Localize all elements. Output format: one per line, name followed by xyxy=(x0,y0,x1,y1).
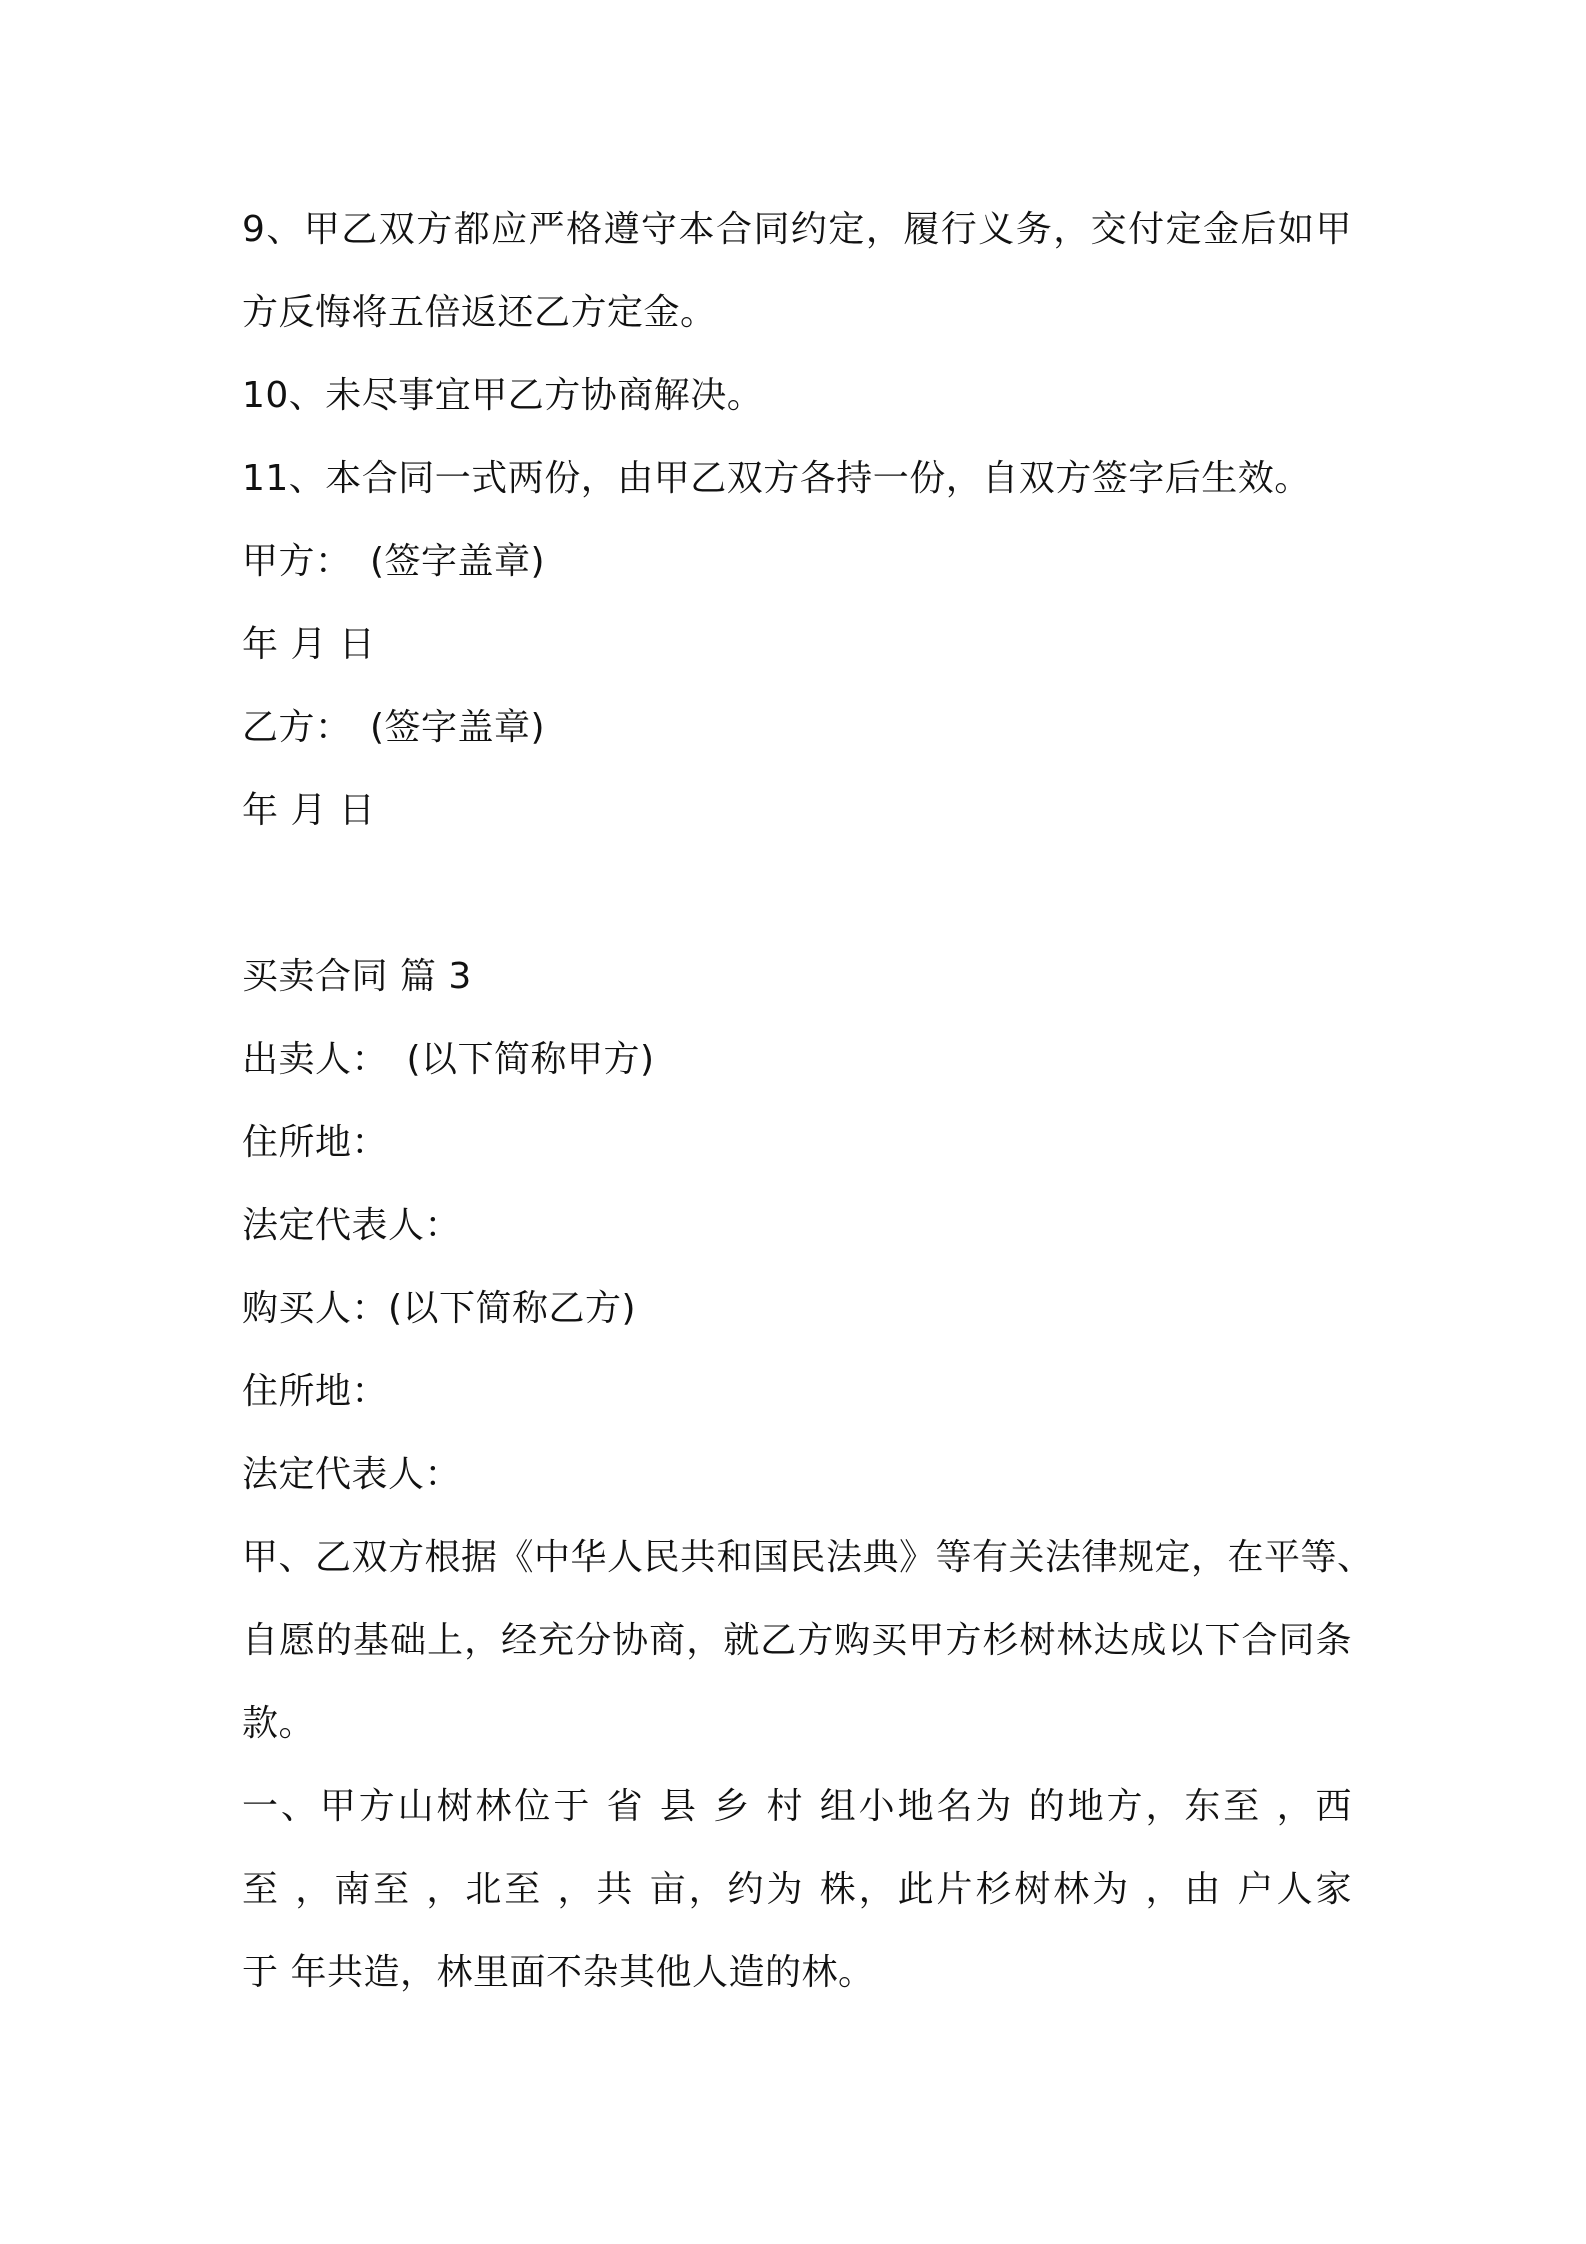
preamble-line-3: 款。 xyxy=(242,1703,316,1744)
party-b-signature: 乙方： (签字盖章) xyxy=(242,707,546,748)
clause-10: 10、未尽事宜甲乙方协商解决。 xyxy=(242,375,764,416)
seller-address: 住所地： xyxy=(242,1122,389,1163)
seller-legal-representative: 法定代表人： xyxy=(242,1205,462,1246)
clause-11: 11、本合同一式两份，由甲乙双方各持一份，自双方签字后生效。 xyxy=(242,458,1311,499)
clause-1-line-3: 于 年共造，林里面不杂其他人造的林。 xyxy=(242,1952,875,1993)
clause-1-line-2: 至 ，南至 ，北至 ，共 亩，约为 株，此片杉树林为 ，由 户人家 xyxy=(242,1869,1352,1910)
preamble-line-2: 自愿的基础上，经充分协商，就乙方购买甲方杉树林达成以下合同条 xyxy=(242,1620,1352,1661)
clause-9-line-1: 9、甲乙双方都应严格遵守本合同约定，履行义务，交付定金后如甲 xyxy=(242,209,1352,250)
buyer-line: 购买人：(以下简称乙方) xyxy=(242,1288,637,1329)
buyer-legal-representative: 法定代表人： xyxy=(242,1454,462,1495)
contract-3-title: 买卖合同 篇 3 xyxy=(242,956,472,997)
clause-9-line-2: 方反悔将五倍返还乙方定金。 xyxy=(242,292,717,333)
party-a-date: 年 月 日 xyxy=(242,624,376,665)
seller-line: 出卖人： (以下简称甲方) xyxy=(242,1039,655,1080)
buyer-address: 住所地： xyxy=(242,1371,389,1412)
party-b-date: 年 月 日 xyxy=(242,790,376,831)
preamble-line-1: 甲、乙双方根据《中华人民共和国民法典》等有关法律规定，在平等、 xyxy=(242,1537,1374,1578)
party-a-signature: 甲方： (签字盖章) xyxy=(242,541,546,582)
clause-1-line-1: 一、甲方山树林位于 省 县 乡 村 组小地名为 的地方，东至 ，西 xyxy=(242,1786,1352,1827)
